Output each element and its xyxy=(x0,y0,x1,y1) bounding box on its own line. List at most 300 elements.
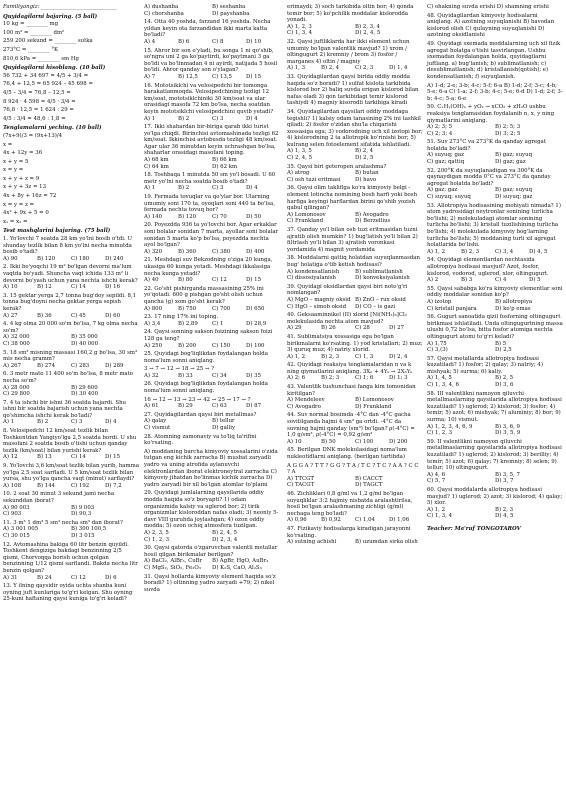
answer-option[interactable]: A) qalay xyxy=(144,418,167,425)
answer-option[interactable]: C) 34 xyxy=(212,372,227,379)
answer-option[interactable]: D) 4, 5 xyxy=(529,248,548,255)
answer-options xyxy=(287,476,423,489)
answer-option[interactable]: C) dissosiyalanish xyxy=(287,275,337,282)
answer-option[interactable]: C) 100 xyxy=(355,438,374,445)
answer-option[interactable]: B) 144 xyxy=(37,482,56,489)
answer-option[interactable]: A) Lomonosov xyxy=(287,211,326,218)
answer-option[interactable]: D) 200 xyxy=(389,438,408,445)
answer-option[interactable]: A) izotop xyxy=(427,298,452,305)
question-item xyxy=(427,257,563,283)
answer-option[interactable]: A) 1 xyxy=(144,185,156,192)
answer-option[interactable]: A) 7 xyxy=(144,73,156,80)
question-item xyxy=(3,371,139,397)
answer-option[interactable]: C) 283 xyxy=(71,362,90,369)
answer-option[interactable]: D) 28,9 xyxy=(246,320,267,327)
answer-option[interactable]: D) 3, 6 xyxy=(495,382,514,389)
answer-option[interactable]: A) 2; 6 xyxy=(287,375,306,382)
answer-option[interactable]: A) 68 km xyxy=(144,157,169,164)
answer-option[interactable]: D) 1; 3 xyxy=(389,375,408,382)
answer-option[interactable]: C) 3 xyxy=(71,419,83,426)
answer-option[interactable]: D) Berzellius xyxy=(355,218,391,225)
answer-option[interactable]: C) Frankland xyxy=(287,218,324,225)
answer-option[interactable]: C) 4 xyxy=(495,277,507,284)
answer-option[interactable]: D) konveksiyalanish xyxy=(355,275,410,282)
question-item xyxy=(144,286,280,312)
answer-option[interactable]: B) 360 xyxy=(178,248,197,255)
answer-option[interactable]: B) tellur xyxy=(212,418,235,425)
answer-option[interactable]: A) 800 xyxy=(144,305,162,312)
answer-option[interactable]: A) 1, 2, 3, 4, 6, 9 xyxy=(427,423,473,430)
answer-option[interactable]: D) 400 xyxy=(246,248,265,255)
answer-option[interactable]: C) MgS₂, SiO₂, Fe₂O₃ xyxy=(144,564,201,571)
question-text: 5. 18 sm³ misning massasi 160,2 g bo'lsa, 30 sm³ mis necha gramm? xyxy=(3,349,138,363)
answer-option[interactable]: C) HgO – simob oksid xyxy=(287,303,347,310)
answer-option[interactable]: A) suyuq; gaz xyxy=(427,152,464,159)
question-item xyxy=(144,172,280,192)
answer-option[interactable]: D) 87 xyxy=(246,403,261,410)
answer-option[interactable]: C) 1, 2, 3 xyxy=(427,430,453,437)
equation-item: 4x + 12y = 36 xyxy=(3,150,43,157)
calc-item: 56 732 + 34 697 = 4/5 + 3/4 = xyxy=(3,72,89,79)
answer-option[interactable]: A) 1, 2, 3 xyxy=(287,23,312,30)
answer-option[interactable]: D) 3; 2; 5 xyxy=(495,130,521,137)
answer-option[interactable]: B) 2 xyxy=(37,419,49,426)
answer-option[interactable]: C) 45 xyxy=(71,312,86,319)
answer-option[interactable]: B) 24 xyxy=(37,574,52,581)
answer-option[interactable]: B) 13 xyxy=(37,454,52,461)
calc-item: 76,4 + 12,5 = 65 924 – 45 698 = xyxy=(3,81,93,88)
answer-option[interactable]: C) osh tuzi eritmasi xyxy=(287,176,341,183)
question-text: 3. 15 gektar yerga 2,7 tonna bug'doy sepildi. 8,1 tonna bug'doyni necha gektar yerga sepish kerak? xyxy=(3,292,137,312)
answer-option[interactable]: D) 90,3 xyxy=(71,511,92,518)
answer-option[interactable]: B) 50 xyxy=(321,438,336,445)
question-item xyxy=(144,490,280,543)
answer-option[interactable]: C) gaz; qattiq xyxy=(427,159,465,166)
answer-option[interactable]: D) 3, 7 xyxy=(495,478,514,485)
answer-option[interactable]: B) 0,92 xyxy=(321,517,341,524)
answer-option[interactable]: C) 14 xyxy=(71,454,86,461)
question-item xyxy=(427,439,563,485)
answer-option[interactable]: A) 32 000 xyxy=(3,334,30,341)
answer-option[interactable]: C) TACGT xyxy=(287,482,315,489)
calc-list xyxy=(3,73,139,123)
answer-option[interactable]: A) 0,96 xyxy=(287,517,307,524)
answer-option[interactable]: C) 8 xyxy=(212,38,224,45)
answer-option[interactable]: C) 2, 3 xyxy=(355,65,374,72)
answer-option[interactable]: C) 1; 6 xyxy=(355,375,374,382)
question-text: 43. Valentlik tushunchasi fanga kim tomonidan kiritilgan? xyxy=(287,384,416,397)
answer-option[interactable]: C) 5, 7 xyxy=(427,478,446,485)
section-tests-title: Test mashqlarini bajaring. (75 ball) xyxy=(3,228,111,235)
answer-option[interactable]: D) 289 xyxy=(105,362,124,369)
answer-option[interactable]: D) gaz; gaz xyxy=(495,159,526,166)
answer-option[interactable]: C) 380 xyxy=(212,248,231,255)
question-item xyxy=(427,41,563,81)
answer-option[interactable]: D) TAGCT xyxy=(355,482,383,489)
answer-option[interactable]: C) 3 xyxy=(212,185,224,192)
question-text: 58. III valentlikni namoyon qiluvchi metallmaslarning qaysilarida allotropiya hodisasi kuzatiladi? 1) uglerod; 2) kislorod; 3) fosfor; 4) temir; 5) azot; 6) mishyak; 7) aluminiy; 8) bor; 9) surma; 10) vismut. xyxy=(427,390,562,424)
question-item xyxy=(3,350,139,370)
answer-option[interactable]: D) 4 xyxy=(105,419,117,426)
answer-option[interactable]: A) MgO – magniy oksid xyxy=(287,296,351,303)
question-item xyxy=(144,329,280,349)
answer-option[interactable]: B) 2, 3, 4 xyxy=(355,23,380,30)
answer-option[interactable]: A) 4 xyxy=(144,38,156,45)
question-item xyxy=(427,13,563,39)
answer-option[interactable]: A) 2, 3, 5 xyxy=(144,529,169,536)
answer-option[interactable]: B) 200 xyxy=(178,342,197,349)
question-item xyxy=(144,351,280,364)
question-item xyxy=(144,48,280,81)
answer-options xyxy=(287,325,423,332)
answer-option[interactable]: C) 1, 3 xyxy=(355,353,374,360)
question-text: 16 → 12 → 13 → 23 → 42 → 25 → 17 → ? xyxy=(144,396,251,403)
answer-option[interactable]: B) 120 xyxy=(178,213,197,220)
answer-option[interactable]: B) 12 xyxy=(37,284,52,291)
section-equations-title: Tenglamalarni yeching. (10 ball) xyxy=(3,125,102,132)
answer-option[interactable]: C) 12 xyxy=(71,574,86,581)
answer-options xyxy=(427,375,563,388)
answer-option[interactable]: C) kristall panjara xyxy=(427,305,477,312)
question-text: 7. 4 ta ishchi bir ishni 36 soatda bajardi. Shu ishni bir soatda bajarish uchun yana nechta qo'shimcha ishchi kerak bo'ladi? xyxy=(3,399,127,419)
answer-option[interactable]: B) Avogadro xyxy=(355,211,389,218)
answer-option[interactable]: C) 3, 4 xyxy=(495,248,514,255)
answer-option[interactable]: C) 3 xyxy=(212,115,224,122)
answer-option[interactable]: B) 750 xyxy=(178,305,197,312)
question-text: 31. Qaysi hollarda kimyoviy element haqida so'z boradi? 1) oltinning yadro zaryadi +79; 2) nikel suvda xyxy=(144,573,276,593)
question-item xyxy=(144,257,280,283)
question-text: 54. Quyidagi elementlardan nechtasida allotropiya hodisasi mavjud? Azot, fosfor, kislorod, vodorod, uglerod, xlor, oltingugurt. xyxy=(427,257,549,277)
question-item xyxy=(427,356,563,389)
answer-option[interactable]: A) 1, 4, 5 xyxy=(427,375,452,382)
answer-option[interactable]: C) 903 xyxy=(3,511,22,518)
answer-options xyxy=(427,341,563,354)
answer-option[interactable]: C) 38 000 xyxy=(3,340,30,347)
answer-option[interactable]: A) 27 xyxy=(3,312,18,319)
question-text: 2. Ikki bo'yoqchi 19 m² bo'lgan devorni ma'lum vaqtda bo'yadi. Shuncha vaqt ichida 133 m² li devorni bo'yash uchun yana nechta ishchi kerak? xyxy=(3,264,138,284)
answer-option[interactable]: D) 30 400 xyxy=(71,391,99,398)
answer-option[interactable]: C) 1, 2, 3 xyxy=(144,536,170,543)
answer-option[interactable]: B) 3 xyxy=(461,277,473,284)
answer-option[interactable]: D) 4, 5 xyxy=(495,513,514,520)
answer-options xyxy=(3,526,139,539)
answer-option[interactable]: D) 2, 3, 4 xyxy=(212,536,238,543)
answer-option[interactable]: D) 4 xyxy=(246,185,258,192)
answer-option[interactable]: C) 192 xyxy=(71,482,90,489)
name-field-label: Familiyangiz: ____________________________ xyxy=(3,4,117,10)
section-calc-title: Quyidagilarni hisoblang. (10 ball) xyxy=(3,65,106,72)
answer-option[interactable]: D) 3 015 xyxy=(71,532,95,539)
question-text: 8. Velosipedchi 12 km/soat tezlik bilan Toshkentdan Yangiyo'lga 2,5 soatda bordi. U shu masofani 2 soatda bosib o'tishi uchun qanday tezlik (km/soat) bilan yurishi kerak? xyxy=(3,428,137,454)
answer-option[interactable]: B) seshanba xyxy=(212,4,246,10)
answer-option[interactable]: C) 14 xyxy=(71,284,86,291)
answer-option[interactable]: B) 2, 4 xyxy=(321,65,340,72)
answer-options xyxy=(427,299,563,312)
answer-option[interactable]: A) 1, 3, 5 xyxy=(287,148,312,155)
answer-option[interactable]: B) 35 000 xyxy=(71,334,98,341)
answer-option[interactable]: C) 150 xyxy=(212,342,231,349)
answer-option[interactable]: A) 320 xyxy=(144,248,162,255)
answer-option[interactable]: A) 4, 6 xyxy=(427,471,445,478)
answer-option[interactable]: B) butan xyxy=(355,170,379,177)
answer-option[interactable]: A) 1 xyxy=(3,419,15,426)
answer-option[interactable]: D) 40 000 xyxy=(71,340,99,347)
answer-option[interactable]: D) 100 xyxy=(246,342,265,349)
answer-option[interactable]: C) 63 xyxy=(212,403,227,410)
question-text: 56. Gugurt sanoatida qizil fosforning oltingugurt birikmasi ishlatiladi. Unda oltingugurtning massa ulushi 0,72 bo'lsa, bitta fosfor atomiga nechta oltingugurt atomi to'g'ri keladi? xyxy=(427,314,563,340)
answer-option[interactable]: D) 27 xyxy=(389,325,404,332)
answer-option[interactable]: D) 3, 5, 9 xyxy=(495,430,521,437)
answer-option[interactable]: A) 2 xyxy=(427,277,439,284)
answer-option[interactable]: D) 2,5 xyxy=(495,347,512,354)
answer-option[interactable]: A) 250 xyxy=(144,342,162,349)
answer-options xyxy=(144,214,280,221)
answer-option[interactable]: D) galliy xyxy=(212,425,236,432)
answer-option[interactable]: C) 1, 3, 4, 6 xyxy=(427,382,459,389)
answer-options xyxy=(287,439,423,446)
answer-option[interactable]: A) 1, 2 xyxy=(427,248,445,255)
answer-option[interactable]: A) 2; 3; 5 xyxy=(427,124,453,131)
answer-option[interactable]: D) 35 xyxy=(246,372,261,379)
answer-option[interactable]: A) 90 003 xyxy=(3,504,30,511)
answer-option[interactable]: A) 32 xyxy=(144,372,159,379)
answer-option[interactable]: B) 9 003 xyxy=(71,504,95,511)
question-item xyxy=(287,185,423,225)
question-text: 29. Quyidagi jumlalarning qaysilarida oddiy modda haqida so'z boryapti? 1) odam organizmida kalsiy va uglerod bor; 2) tirik organizmlar kisloroddan nafas oladi; 3) neonly 5-davr VIII guruhda joylashgan; 4) ozon oddiy modda; 5) ozon ochiq atmosfera tuzilgan. xyxy=(144,490,279,530)
question-item xyxy=(427,314,563,354)
answer-option[interactable]: C) 70 xyxy=(212,213,227,220)
question-text: 53. Allotropiya hodisasining mohiyati nimada? 1) atom yadrosidagi neytronlar sonining turlicha bo'lishi; 2) molekuladagi atomlar sonining turlicha bo'lishi; 3) kristall tuzilishining turlicha bo'lishi; 4) molekulada kimyoviy bog'larning turlicha bo'lishi; 5) moddaning turli xil agregat holatlarida bo'lishi. xyxy=(427,202,561,249)
question-text: 55. Qaysi sababga ko'ra kimyoviy elementlar soni oddiy moddalar sonidan ko'p? xyxy=(427,285,563,299)
answer-option[interactable]: B) allotropiya xyxy=(495,298,533,305)
answer-option[interactable]: B) 3, 6, 9 xyxy=(495,423,520,430)
answer-option[interactable]: D) 2, 4, 5 xyxy=(355,30,381,37)
answer-option[interactable]: B) CACCT xyxy=(355,475,383,482)
answer-option[interactable]: B) 33 xyxy=(178,372,193,379)
answer-option[interactable]: A) 267 xyxy=(3,362,21,369)
question-text: 25. Quyidagi bog'liqlikdan foydalangan holda noma'lum sonni aniqlang. xyxy=(144,351,268,364)
question-item xyxy=(144,574,280,594)
answer-option[interactable]: B) 2, 4 xyxy=(355,148,374,155)
answer-option[interactable]: C) suyuq; suyuq xyxy=(427,194,471,201)
answer-option[interactable]: C) Avogadro xyxy=(287,403,321,410)
answer-option[interactable]: D) K₂S, CaO, Al₂S₃ xyxy=(212,564,262,571)
answer-option[interactable]: B) 2 xyxy=(178,185,190,192)
answer-option[interactable]: A) TTCGT xyxy=(287,475,315,482)
answer-option[interactable]: A) kondensatlanish xyxy=(287,268,340,275)
answer-option[interactable]: B) 36 xyxy=(37,312,52,319)
answer-option[interactable]: B) 12,5 xyxy=(178,73,198,80)
answer-option[interactable]: D) Frankland xyxy=(355,403,392,410)
answer-options xyxy=(287,375,423,382)
answer-option[interactable]: D) payshanba xyxy=(212,10,250,17)
answer-option[interactable]: C) 12 xyxy=(212,277,227,284)
answer-option[interactable]: B) 2; 3 xyxy=(321,375,340,382)
answer-option[interactable]: D) 1,06 xyxy=(389,517,410,524)
answer-option[interactable]: B) 80 xyxy=(178,277,193,284)
answer-option[interactable]: C) 3,(3) xyxy=(427,347,448,354)
question-item xyxy=(427,203,563,256)
answer-option[interactable]: A) 108 xyxy=(3,482,21,489)
answer-option[interactable]: C) 2, 4, 5 xyxy=(287,155,313,162)
answer-option[interactable]: D) 7,2 xyxy=(105,482,122,489)
answer-option[interactable]: D) suyuq; gaz xyxy=(495,194,533,201)
answer-option[interactable]: A) 1 xyxy=(144,115,156,122)
answer-option[interactable]: C) 13,5 xyxy=(212,73,232,80)
answer-options xyxy=(3,284,139,291)
answer-option[interactable]: D) 4 xyxy=(246,115,258,122)
question-text: 52. 200°K da suyuqlanadigan va 300°K da qaynaydigan modda 0°C va 273°C da qanday agregat holatda bo'ladi? xyxy=(427,167,551,187)
answer-option[interactable]: D) 650 xyxy=(246,305,265,312)
answer-option[interactable]: A) atrog xyxy=(287,170,310,177)
answer-options xyxy=(287,65,423,72)
answer-option[interactable]: C) 30 015 xyxy=(3,532,30,539)
question-text: 45. Berilgan DNK molekulasidagi noma'lum nukleotidlarni aniqlang. (berilgan tartibda) xyxy=(287,447,407,460)
answer-option[interactable]: A) 61 xyxy=(144,403,159,410)
answer-options xyxy=(3,256,139,263)
answer-option[interactable]: C) 1, 3, 4 xyxy=(287,30,313,37)
answer-option[interactable]: C) vismut xyxy=(144,425,171,432)
answer-option[interactable]: C) 700 xyxy=(212,305,231,312)
answer-option[interactable]: B) Lomonosov xyxy=(355,397,394,404)
answer-option[interactable]: B) 2, 3 xyxy=(321,353,340,360)
conversion-item: 810,6 kPa = ________ sm Hg xyxy=(3,55,79,62)
answer-option[interactable]: A) 10 xyxy=(287,438,302,445)
answer-option[interactable]: A) 31 xyxy=(3,574,18,581)
equation-item: x + y + z = 9 xyxy=(3,175,40,182)
answer-options xyxy=(144,157,280,170)
answer-option[interactable]: B) 2,89 xyxy=(178,320,198,327)
answer-option[interactable]: B) 29 xyxy=(178,403,193,410)
answer-option[interactable]: D) 2, 5 xyxy=(355,155,374,162)
answer-option[interactable]: B) 2, 3 xyxy=(461,248,480,255)
question-text: 33. Quyidagilardan qaysi birida oddiy modda haqida so'z boradi? 1) sulfat kislota tarkibida kislorod bor 2) baliq suvda erigan kislorod bilan nafas oladi 3) qon tarkibidagi temir kislorod tashiydi 4) magniy kisorodli tarkibiga kiradi xyxy=(287,73,419,107)
question-item xyxy=(287,312,423,332)
answer-option[interactable]: A) sutning achishi xyxy=(287,539,337,546)
answer-option[interactable]: D) ko'p emas xyxy=(495,305,531,312)
question-text: 16. Mototsiklchi va velosipedchi bir tomonga harakatlanmoqda. Velosipedchining tezligi 12 km/soat, mototsiklchiniki 30 km/soat va ular orasidagi masofa 72 km bo'lsa, necha soatdan keyin mototsiklchi velosipedchini quvib yetadi? xyxy=(144,82,274,115)
answer-option[interactable]: D) 15 xyxy=(246,277,261,284)
answer-option[interactable]: C) 1,04 xyxy=(355,517,375,524)
answer-options xyxy=(427,424,563,437)
answer-option[interactable]: A) 1,75 xyxy=(427,340,447,347)
question-text: 1. Yo'lovchi 7 soatda 28 km yo'lni bosib o'tdi. U shunday tezlik bilan 8 km yo'lni necha minutda bosib o'tadi? xyxy=(3,236,132,256)
answer-option[interactable]: B) 2, 5 xyxy=(495,375,514,382)
answer-option[interactable]: B) 274 xyxy=(37,362,56,369)
answer-option[interactable]: B) gaz; suyuq xyxy=(495,152,533,159)
conversion-item: 10 kg = ________ mg xyxy=(3,21,59,28)
answer-option[interactable]: A) 1, 2 xyxy=(287,353,305,360)
answer-option[interactable]: B) 29 600 xyxy=(71,384,98,391)
answer-option[interactable]: D) CO – is gazi xyxy=(355,303,396,310)
answer-option[interactable]: B) 300 100,5 xyxy=(71,526,107,533)
answer-option[interactable]: A) dushanba xyxy=(144,4,179,10)
answer-option[interactable]: C) 64 km xyxy=(144,163,169,170)
answer-option[interactable]: D) 5 xyxy=(529,277,541,284)
answer-option[interactable]: C) 2; 3; 4 xyxy=(427,130,453,137)
answer-option[interactable]: A) gaz; gaz xyxy=(427,187,458,194)
answer-option[interactable]: A) 10 xyxy=(3,284,18,291)
answer-option[interactable]: D) 60 xyxy=(105,312,120,319)
answer-option[interactable]: B) gaz; suyuq xyxy=(495,187,533,194)
answer-option[interactable]: D) 240 xyxy=(105,255,124,262)
answer-option[interactable]: A) 40 xyxy=(144,277,159,284)
answer-option[interactable]: A) 29 xyxy=(287,325,302,332)
answer-option[interactable]: A) 140 xyxy=(144,213,162,220)
answer-options xyxy=(427,152,563,165)
answer-option[interactable]: B) AgBr, HgO, AuBr₃ xyxy=(212,558,269,565)
answer-option[interactable]: C) 29 800 xyxy=(3,391,30,398)
answer-option[interactable]: B) 26 xyxy=(321,325,336,332)
answer-option[interactable]: B) 2, 3 xyxy=(495,506,514,513)
answer-option[interactable]: A) 28 000 xyxy=(3,384,30,391)
answer-option[interactable]: D) 15 xyxy=(246,73,261,80)
answer-options xyxy=(287,517,423,524)
answer-option[interactable]: A) 3,4 xyxy=(144,320,161,327)
answer-option[interactable]: D) 16 xyxy=(105,284,120,291)
answer-option[interactable]: A) 1, 2 xyxy=(427,506,445,513)
question-item xyxy=(427,487,563,520)
answer-options xyxy=(287,539,423,546)
answer-option[interactable]: B) ZnO – rux oksid xyxy=(355,296,406,303)
answer-option[interactable]: A) 1, 3 xyxy=(287,65,305,72)
equation-item: x + y + 3z = 13 xyxy=(3,184,47,191)
answer-option[interactable]: B) 5 xyxy=(495,340,507,347)
answer-option[interactable]: B) 2 xyxy=(178,115,190,122)
calc-item: 8 924 · 4 598 = 4/5 · 3/4 = xyxy=(3,98,76,105)
answer-option[interactable]: D) 10 xyxy=(246,38,261,45)
question-text: 38. Moddalarni qattiq holatdan suyuqlanmasdan bug' holatiga o'tib ketish hodisasi? xyxy=(287,255,420,268)
question-item xyxy=(287,284,423,310)
answer-option[interactable]: D) 6 xyxy=(105,574,117,581)
question-item xyxy=(287,491,423,524)
teacher-signature: Teacher: Ma'ruf TONGOTAROV xyxy=(427,525,521,532)
answer-option[interactable]: C) 28 xyxy=(355,325,370,332)
question-text: A) moddaning barcha kimyoviy xossalarini o'zida tutgan eng kichik zarracha B) musbat zaryadli yadro va uning atrofida aylanuvchi elektronlardan iborat elektroneytral zarracha C) kimyoviy jihatdan bo'linmas kichik zarracha D) yadro zaryadi bir xil bo'lgan atomlar to'plami xyxy=(144,448,278,488)
answer-option[interactable]: B) 2, 4, 5 xyxy=(212,529,237,536)
answer-option[interactable]: D) 15 xyxy=(105,454,120,461)
answer-option[interactable]: B) 120 xyxy=(37,255,56,262)
answer-option[interactable]: C) chorshanba xyxy=(144,10,184,17)
equation-item: 4x² + 9x + 5 = 0 xyxy=(3,210,49,217)
question-text: 24. Qaysi sonning sakson foizining sakson foizi 128 ga teng? xyxy=(144,329,273,342)
answer-option[interactable]: A) 3 001 005 xyxy=(3,526,39,533)
answer-option[interactable]: B) uzumdan sirka olish xyxy=(355,539,418,546)
answer-option[interactable]: D) 62 km xyxy=(212,163,238,170)
answer-option[interactable]: B) 66 km xyxy=(212,157,237,164)
answer-option[interactable]: D) havo xyxy=(355,176,377,183)
question-text: 28. Atomning zamonaviy va to'liq ta'rifini ko'rsating. xyxy=(144,433,257,447)
answer-option[interactable]: D) 1, 4 xyxy=(389,65,408,72)
answer-options xyxy=(144,558,280,571)
answer-option[interactable]: D) 2, 4 xyxy=(389,353,408,360)
answer-option[interactable]: C) 1 xyxy=(212,320,224,327)
question-text: 47. Fizikaviy hodisalarga kiradigan jarayonni ko'rsating. xyxy=(287,525,411,539)
answer-option[interactable]: C) 180 xyxy=(71,255,90,262)
answer-option[interactable]: A) 12 xyxy=(3,454,18,461)
answer-option[interactable]: C) 1, 3, 4 xyxy=(427,513,453,520)
answer-option[interactable]: A) Mendeleev xyxy=(287,397,325,404)
answer-option[interactable]: A) BaCl₂, AlBr₃, CuBr xyxy=(144,558,203,565)
answer-option[interactable]: D) 50 xyxy=(246,213,261,220)
answer-option[interactable]: A) 90 xyxy=(3,255,18,262)
answer-options xyxy=(144,185,280,192)
answer-option[interactable]: B) 6 xyxy=(178,38,190,45)
answer-option[interactable]: B) 2; 5; 3 xyxy=(495,124,521,131)
question-text: 30. Qaysi qatorda o'zgaruvchan valentli metallar hosil qilgan birikmalar berilgan? xyxy=(144,545,278,558)
answer-option[interactable]: B) sublimatlanish xyxy=(355,268,403,275)
answer-option[interactable]: B) 3, 5, 7 xyxy=(495,471,520,478)
